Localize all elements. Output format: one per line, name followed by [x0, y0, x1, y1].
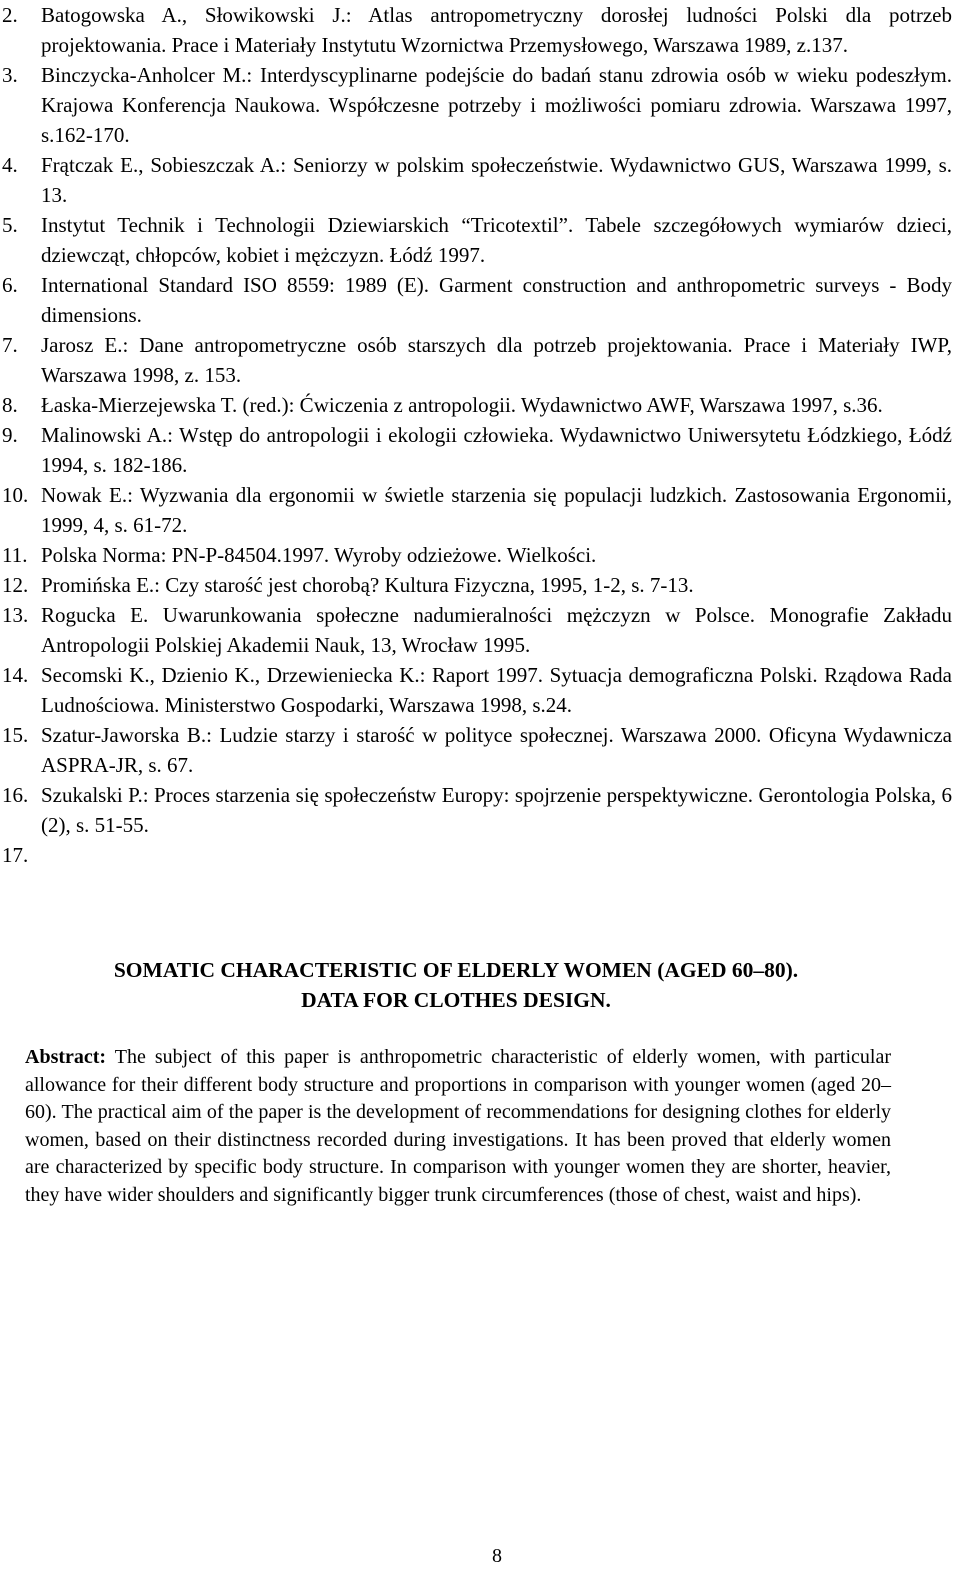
paper-title-line-2: DATA FOR CLOTHES DESIGN.: [301, 988, 611, 1012]
reference-number: 5.: [2, 213, 18, 237]
reference-text: Szukalski P.: Proces starzenia się społeczeństw Europy: spojrzenie perspektywiczne. Gerontologia Polska, 6 (2), s. 51-55.: [41, 783, 952, 837]
reference-text: Nowak E.: Wyzwania dla ergonomii w świetle starzenia się populacji ludzkich. Zastosowania Ergonomii, 1999, 4, s. 61-72.: [41, 483, 952, 537]
abstract: [25, 1044, 891, 1210]
page-number: 8: [492, 1545, 502, 1567]
reference-item: [0, 270, 960, 330]
paper-title: [0, 955, 912, 1015]
reference-item: [0, 570, 960, 600]
reference-number: 17.: [2, 843, 29, 867]
abstract-label: Abstract:: [25, 1046, 107, 1068]
reference-text: Jarosz E.: Dane antropometryczne osób starszych dla potrzeb projektowania. Prace i Materiały IWP, Warszawa 1998, z. 153.: [41, 333, 952, 387]
reference-item: [0, 720, 960, 780]
reference-item: [0, 600, 960, 660]
reference-text: International Standard ISO 8559: 1989 (E). Garment construction and anthropometric surveys - Body dimensions.: [41, 273, 952, 327]
reference-number: 11.: [2, 543, 28, 567]
reference-number: 10.: [2, 483, 29, 507]
reference-item: [0, 660, 960, 720]
reference-number: 8.: [2, 393, 18, 417]
reference-text: Polska Norma: PN-P-84504.1997. Wyroby odzieżowe. Wielkości.: [41, 543, 597, 567]
reference-item: [0, 780, 960, 840]
reference-number: 15.: [2, 723, 29, 747]
abstract-text: The subject of this paper is anthropometric characteristic of elderly women, with particular allowance for their different body structure and proportions in comparison with younger women (aged 20–60). The practical aim of the paper is the development of recommendations for designing clothes for elderly women, based on their distinctness recorded during investigations. It has been proved that elderly women are characterized by specific body structure. In comparison with younger women they are shorter, heavier, they have wider shoulders and significantly bigger trunk circumferences (those of chest, waist and hips).: [25, 1046, 891, 1206]
reference-text: Frątczak E., Sobieszczak A.: Seniorzy w polskim społeczeństwie. Wydawnictwo GUS, Warszawa 1999, s. 13.: [41, 153, 952, 207]
reference-text: Binczycka-Anholcer M.: Interdyscyplinarne podejście do badań stanu zdrowia osób w wieku podeszłym. Krajowa Konferencja Naukowa. Współczesne potrzeby i możliwości pomiaru zdrowia. Warszawa 1997, s.162-170.: [41, 63, 952, 147]
reference-item: [0, 540, 960, 570]
reference-item: [0, 0, 960, 60]
reference-text: Secomski K., Dzienio K., Drzewieniecka K.: Raport 1997. Sytuacja demograficzna Polski. Rządowa Rada Ludnościowa. Ministerstwo Gospodarki, Warszawa 1998, s.24.: [41, 663, 952, 717]
reference-item: [0, 60, 960, 150]
reference-item: [0, 210, 960, 270]
reference-text: Łaska-Mierzejewska T. (red.): Ćwiczenia z antropologii. Wydawnictwo AWF, Warszawa 1997, s.36.: [41, 393, 883, 417]
reference-item: [0, 150, 960, 210]
reference-item: [0, 330, 960, 390]
reference-text: Szatur-Jaworska B.: Ludzie starzy i starość w polityce społecznej. Warszawa 2000. Oficyna Wydawnicza ASPRA-JR, s. 67.: [41, 723, 952, 777]
paper-title-line-1: SOMATIC CHARACTERISTIC OF ELDERLY WOMEN (AGED 60–80).: [113, 958, 799, 982]
reference-number: 3.: [2, 63, 18, 87]
reference-number: 9.: [2, 423, 18, 447]
reference-text: Rogucka E. Uwarunkowania społeczne nadumieralności mężczyzn w Polsce. Monografie Zakładu Antropologii Polskiej Akademii Nauk, 13, Wrocław 1995.: [41, 603, 952, 657]
reference-item: [0, 390, 960, 420]
reference-number: 4.: [2, 153, 18, 177]
reference-text: Instytut Technik i Technologii Dziewiarskich “Tricotextil”. Tabele szczegółowych wymiarów dzieci, dziewcząt, chłopców, kobiet i mężczyzn. Łódź 1997.: [41, 213, 952, 267]
reference-item: [0, 840, 960, 870]
reference-text: [41, 843, 46, 867]
reference-text: Batogowska A., Słowikowski J.: Atlas antropometryczny dorosłej ludności Polski dla potrzeb projektowania. Prace i Materiały Instytutu Wzornictwa Przemysłowego, Warszawa 1989, z.137.: [41, 3, 952, 57]
reference-text: Malinowski A.: Wstęp do antropologii i ekologii człowieka. Wydawnictwo Uniwersytetu Łódzkiego, Łódź 1994, s. 182-186.: [41, 423, 952, 477]
reference-number: 6.: [2, 273, 18, 297]
reference-number: 2.: [2, 3, 18, 27]
reference-item: [0, 420, 960, 480]
reference-item: [0, 480, 960, 540]
reference-number: 16.: [2, 783, 29, 807]
reference-text: Promińska E.: Czy starość jest chorobą? Kultura Fizyczna, 1995, 1-2, s. 7-13.: [41, 573, 694, 597]
reference-number: 13.: [2, 603, 29, 627]
reference-number: 12.: [2, 573, 29, 597]
reference-number: 7.: [2, 333, 18, 357]
reference-number: 14.: [2, 663, 29, 687]
